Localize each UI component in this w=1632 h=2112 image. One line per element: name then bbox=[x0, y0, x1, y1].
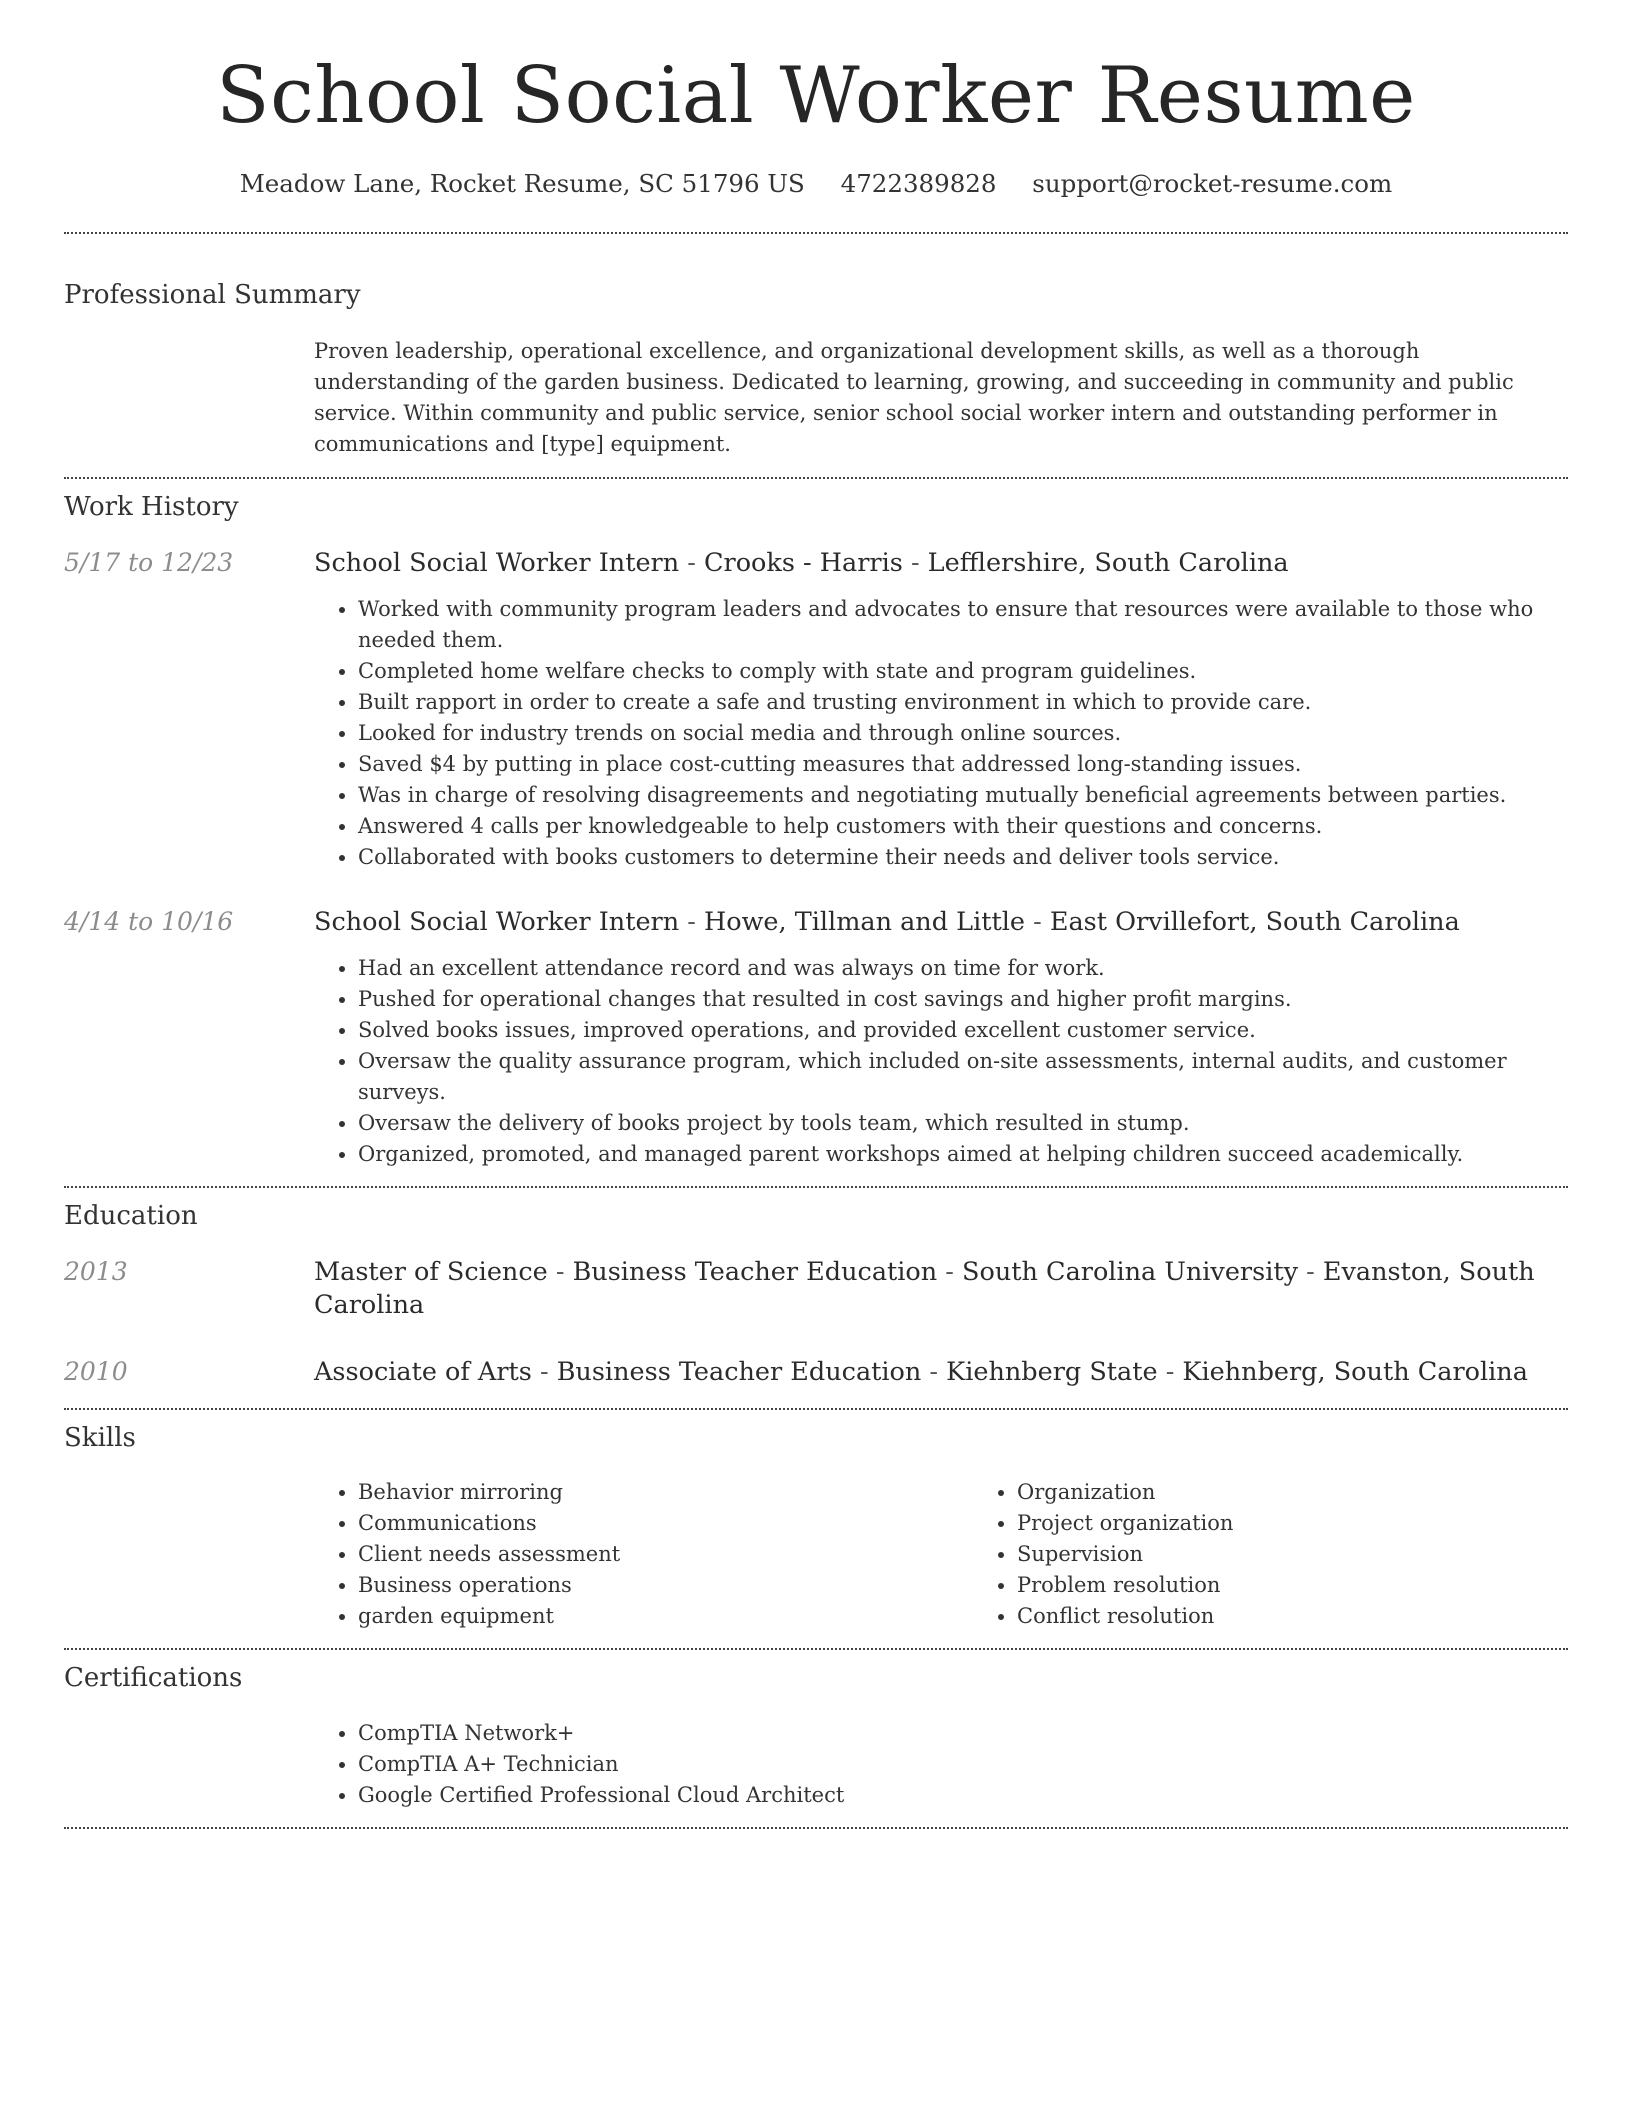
job-company: Crooks - Harris bbox=[704, 548, 903, 579]
list-item: • Behavior mirroring bbox=[358, 1477, 973, 1508]
work-history-heading: Work History bbox=[64, 492, 239, 523]
education-heading-line: Master of Science - Business Teacher Education - South Carolina University - Evanston, South Carolina bbox=[314, 1257, 1535, 1321]
list-item: • Google Certified Professional Cloud Architect bbox=[358, 1780, 1568, 1811]
list-item: • Solved books issues, improved operations, and provided excellent customer service. bbox=[358, 1015, 1568, 1046]
list-item: • Saved $4 by putting in place cost-cutting measures that addressed long-standing issues. bbox=[358, 749, 1568, 780]
school-location: Kiehnberg, South Carolina bbox=[1182, 1357, 1528, 1388]
summary-section bbox=[64, 279, 1568, 460]
skills-heading: Skills bbox=[64, 1422, 136, 1453]
list-item: • Had an excellent attendance record and was always on time for work. bbox=[358, 953, 1568, 984]
divider bbox=[64, 1827, 1568, 1829]
list-item: • Project organization bbox=[1017, 1508, 1632, 1539]
school-location: Evanston, South Carolina bbox=[314, 1257, 1535, 1321]
education-entry bbox=[64, 1356, 1568, 1389]
list-item: • Conflict resolution bbox=[1017, 1601, 1632, 1632]
job-heading: School Social Worker Intern - Howe, Tillman and Little - East Orvillefort, South Carolina bbox=[314, 907, 1460, 938]
skills-section bbox=[64, 1422, 1568, 1633]
skills-list bbox=[973, 1477, 1632, 1632]
divider bbox=[64, 1186, 1568, 1188]
resume-title: School Social Worker Resume bbox=[216, 51, 1416, 141]
school-name: Kiehnberg State bbox=[946, 1357, 1158, 1388]
education-year: 2010 bbox=[64, 1357, 128, 1387]
list-item: • Organized, promoted, and managed parent workshops aimed at helping children succeed academically. bbox=[358, 1139, 1568, 1170]
education-heading: Education bbox=[64, 1201, 198, 1232]
list-item: • Worked with community program leaders and advocates to ensure that resources were available to those who needed them. bbox=[358, 594, 1568, 656]
summary-heading: Professional Summary bbox=[64, 280, 361, 311]
list-item: • CompTIA Network+ bbox=[358, 1718, 1568, 1749]
education-heading-line: Associate of Arts - Business Teacher Education - Kiehnberg State - Kiehnberg, South Carolina bbox=[314, 1357, 1528, 1388]
job-title: School Social Worker Intern bbox=[314, 907, 680, 938]
divider bbox=[64, 477, 1568, 479]
job-entry bbox=[64, 547, 1568, 873]
list-item: • Business operations bbox=[358, 1570, 973, 1601]
list-item: • Collaborated with books customers to determine their needs and deliver tools service. bbox=[358, 842, 1568, 873]
job-bullets bbox=[314, 953, 1568, 1170]
list-item: • Oversaw the delivery of books project by tools team, which resulted in stump. bbox=[358, 1108, 1568, 1139]
list-item: • CompTIA A+ Technician bbox=[358, 1749, 1568, 1780]
job-company: Howe, Tillman and Little bbox=[704, 907, 1025, 938]
certifications-section bbox=[64, 1662, 1568, 1811]
certifications-heading: Certifications bbox=[64, 1663, 243, 1694]
job-heading: School Social Worker Intern - Crooks - Harris - Lefflershire, South Carolina bbox=[314, 548, 1289, 579]
list-item: • Problem resolution bbox=[1017, 1570, 1632, 1601]
work-history-section bbox=[64, 491, 1568, 1170]
contact-email: support@rocket-resume.com bbox=[1032, 168, 1393, 198]
contact-line bbox=[64, 168, 1568, 200]
list-item: • garden equipment bbox=[358, 1601, 973, 1632]
education-section bbox=[64, 1200, 1568, 1389]
job-entry bbox=[64, 906, 1568, 1170]
job-location: East Orvillefort, South Carolina bbox=[1049, 907, 1460, 938]
job-dates: 4/14 to 10/16 bbox=[64, 907, 234, 937]
degree: Associate of Arts bbox=[314, 1357, 532, 1388]
job-bullets bbox=[314, 594, 1568, 873]
education-year: 2013 bbox=[64, 1257, 128, 1287]
job-dates: 5/17 to 12/23 bbox=[64, 548, 234, 578]
field-of-study: Business Teacher Education bbox=[572, 1257, 938, 1288]
degree: Master of Science bbox=[314, 1257, 548, 1288]
divider bbox=[64, 1648, 1568, 1650]
skills-list bbox=[314, 1477, 973, 1632]
job-location: Lefflershire, South Carolina bbox=[927, 548, 1289, 579]
list-item: • Built rapport in order to create a safe and trusting environment in which to provide care. bbox=[358, 687, 1568, 718]
list-item: • Pushed for operational changes that resulted in cost savings and higher profit margins. bbox=[358, 984, 1568, 1015]
list-item: • Completed home welfare checks to comply with state and program guidelines. bbox=[358, 656, 1568, 687]
school-name: South Carolina University bbox=[962, 1257, 1299, 1288]
list-item: • Oversaw the quality assurance program, which included on-site assessments, internal audits, and customer surveys. bbox=[358, 1046, 1568, 1108]
list-item: • Client needs assessment bbox=[358, 1539, 973, 1570]
field-of-study: Business Teacher Education bbox=[556, 1357, 922, 1388]
list-item: • Communications bbox=[358, 1508, 973, 1539]
divider bbox=[64, 232, 1568, 234]
list-item: • Was in charge of resolving disagreements and negotiating mutually beneficial agreements between parties. bbox=[358, 780, 1568, 811]
job-title: School Social Worker Intern bbox=[314, 548, 680, 579]
divider bbox=[64, 1408, 1568, 1410]
list-item: • Answered 4 calls per knowledgeable to help customers with their questions and concerns. bbox=[358, 811, 1568, 842]
education-entry bbox=[64, 1256, 1568, 1322]
contact-phone: 4722389828 bbox=[840, 168, 997, 198]
summary-text: Proven leadership, operational excellence, and organizational development skills, as well as a thorough understanding of the garden business. Dedicated to learning, growing, and succeeding in community and public service. Within community and public service, senior school social worker intern and outstanding performer in communications and [type] equipment. bbox=[314, 339, 1514, 457]
contact-address: Meadow Lane, Rocket Resume, SC 51796 US bbox=[239, 168, 805, 198]
list-item: • Looked for industry trends on social media and through online sources. bbox=[358, 718, 1568, 749]
list-item: • Supervision bbox=[1017, 1539, 1632, 1570]
list-item: • Organization bbox=[1017, 1477, 1632, 1508]
certifications-list bbox=[314, 1718, 1568, 1811]
